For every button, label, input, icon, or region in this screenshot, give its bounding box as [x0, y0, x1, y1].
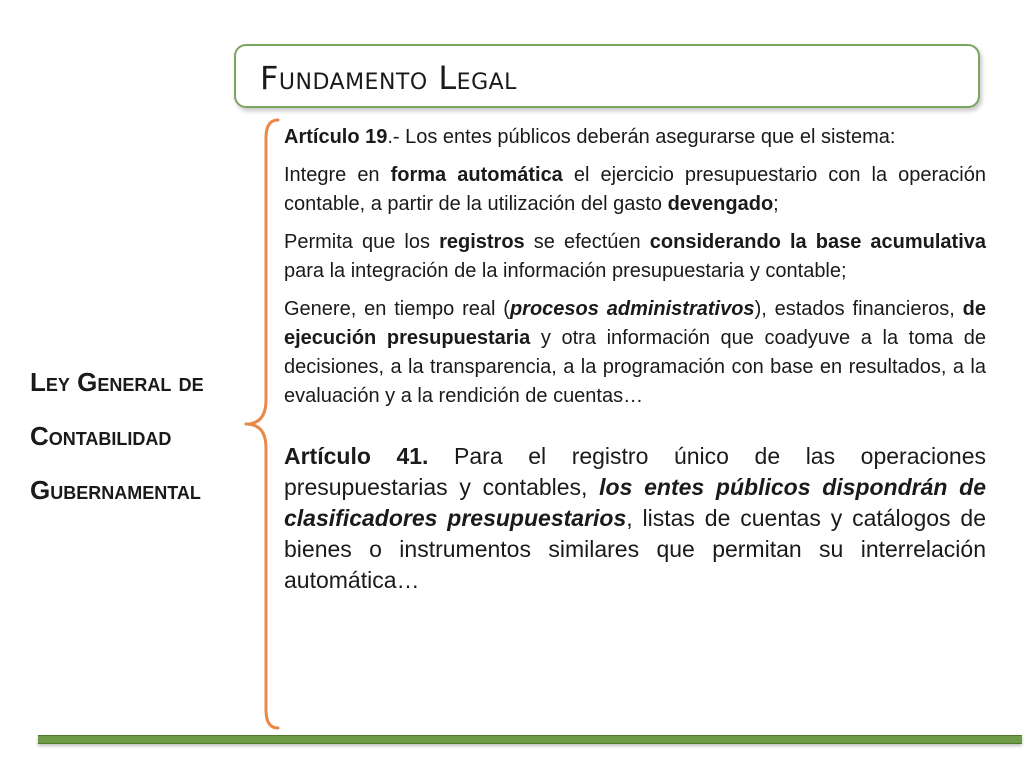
page-title: Fundamento Legal	[260, 59, 517, 97]
article-19-heading: Artículo 19	[284, 126, 388, 148]
article-content	[284, 123, 986, 596]
article-41-heading: Artículo 41.	[284, 443, 429, 469]
law-name-line-1: Ley General de	[30, 367, 204, 397]
law-name-label	[30, 355, 245, 517]
article-19-intro: Artículo 19.- Los entes públicos deberán asegurarse que el sistema:	[284, 126, 896, 148]
title-box	[234, 44, 980, 108]
article-19-item-2: Permita que los registros se efectúen considerando la base acumulativa para la integración de la información presupuestaria y contable;	[284, 231, 986, 282]
article-19-item-3: Genere, en tiempo real (procesos administrativos), estados financieros, de ejecución presupuestaria y otra información que coadyuve a la toma de decisiones, a la transparencia, a la programación con base en resultados, a la evaluación y a la rendición de cuentas…	[284, 298, 987, 407]
law-name-line-3: Gubernamental	[30, 475, 201, 505]
article-41: Artículo 41. Para el registro único de las operaciones presupuestarias y contables, los entes públicos dispondrán de clasificadores presupuestarios, listas de cuentas y catálogos de bienes o instrumentos similares que permitan su interrelación automática…	[284, 443, 986, 593]
footer-bar	[38, 735, 1022, 744]
curly-brace-icon	[238, 116, 282, 736]
article-19-item-1: Integre en forma automática el ejercicio presupuestario con la operación contable, a partir de la utilización del gasto devengado;	[284, 164, 986, 215]
law-name-line-2: Contabilidad	[30, 421, 172, 451]
